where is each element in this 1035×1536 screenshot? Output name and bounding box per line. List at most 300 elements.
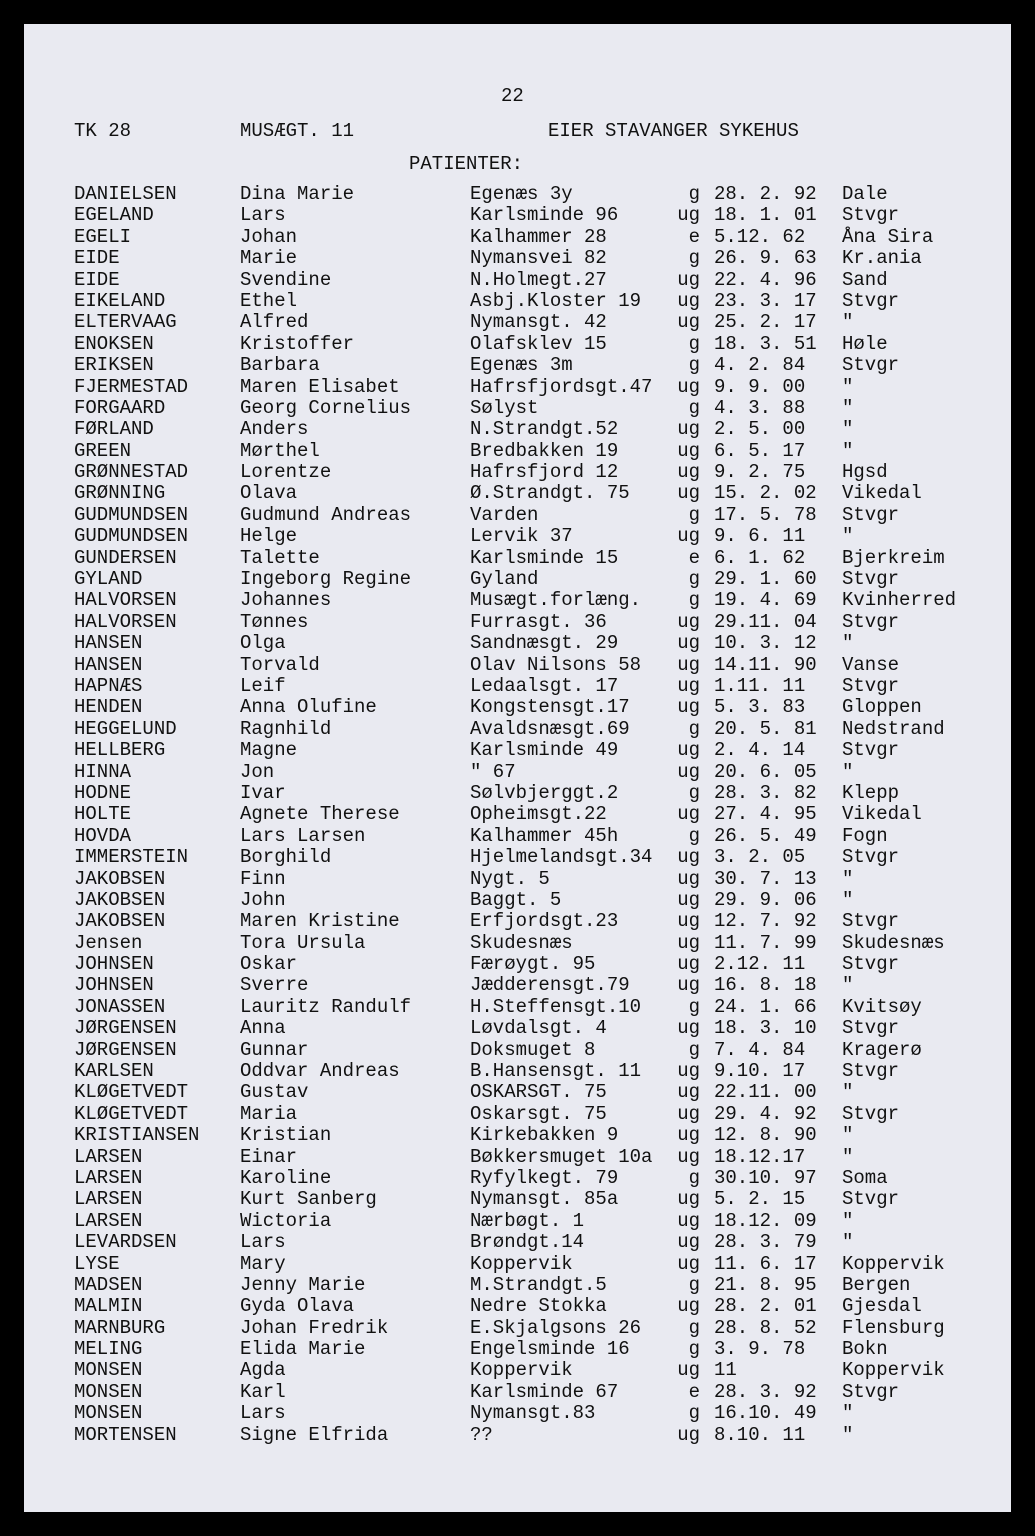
patient-marital-status: g <box>688 183 700 205</box>
patient-given-name: Oskar <box>240 953 298 976</box>
patient-birth-date: 14.11. 90 <box>714 653 817 676</box>
patient-birthplace: Fogn <box>842 824 888 847</box>
table-row <box>24 1403 1011 1424</box>
table-row <box>24 419 1011 440</box>
patient-birthplace: " <box>842 1081 854 1104</box>
patient-birthplace: " <box>842 888 854 911</box>
patient-given-name: Anna Olufine <box>240 696 377 719</box>
table-row <box>24 248 1011 269</box>
patient-birth-date: 9. 9. 00 <box>714 375 806 398</box>
patient-marital-status: g <box>688 332 700 355</box>
patient-surname: HEGGELUND <box>74 717 177 740</box>
patient-given-name: Maren Kristine <box>240 910 400 933</box>
patient-address: Egenæs 3y <box>470 183 573 205</box>
patient-birth-date: 3. 2. 05 <box>714 846 806 869</box>
patient-birth-date: 24. 1. 66 <box>714 995 817 1018</box>
patient-marital-status: ug <box>677 1102 700 1125</box>
patient-address: Koppervik <box>470 1359 573 1382</box>
patient-given-name: Ivar <box>240 781 286 804</box>
patient-surname: GYLAND <box>74 568 143 591</box>
patient-surname: MORTENSEN <box>74 1423 177 1446</box>
patient-birth-date: 15. 2. 02 <box>714 482 817 505</box>
patient-surname: JOHNSEN <box>74 974 154 997</box>
patient-given-name: Helge <box>240 525 298 548</box>
patient-surname: HALVORSEN <box>74 610 177 633</box>
patient-address: Opheimsgt.22 <box>470 803 607 826</box>
patient-surname: DANIELSEN <box>74 183 177 205</box>
patient-marital-status: ug <box>677 1188 700 1211</box>
patient-address: Furrasgt. 36 <box>470 610 607 633</box>
table-row <box>24 1318 1011 1339</box>
patient-marital-status: ug <box>677 439 700 462</box>
patient-marital-status: ug <box>677 1359 700 1382</box>
patient-address: Hafrsfjord 12 <box>470 461 619 484</box>
patient-marital-status: g <box>688 1316 700 1339</box>
patient-birthplace: Sand <box>842 268 888 291</box>
patient-marital-status: ug <box>677 953 700 976</box>
patient-surname: GUDMUNDSEN <box>74 525 189 548</box>
patient-address: Kirkebakken 9 <box>470 1124 619 1147</box>
patient-address: Baggt. 5 <box>470 888 562 911</box>
table-row <box>24 441 1011 462</box>
patient-address: Kalhammer 45h <box>470 824 619 847</box>
patient-surname: EIDE <box>74 268 120 291</box>
table-row <box>24 869 1011 890</box>
patient-birthplace: Kr.ania <box>842 247 922 270</box>
patient-birthplace: Koppervik <box>842 1359 945 1382</box>
patient-marital-status: g <box>688 1338 700 1361</box>
patient-birth-date: 6. 5. 17 <box>714 439 806 462</box>
patient-birthplace: Bjerkreim <box>842 546 945 569</box>
section-title: PATIENTER: <box>409 153 524 175</box>
patient-address: Avaldsnæsgt.69 <box>470 717 630 740</box>
patient-surname: EGELAND <box>74 204 154 227</box>
patient-birthplace: Flensburg <box>842 1316 945 1339</box>
patient-birthplace: Vikedal <box>842 803 922 826</box>
patient-marital-status: g <box>688 396 700 419</box>
patient-marital-status: g <box>688 1273 700 1296</box>
patient-surname: KARLSEN <box>74 1060 154 1083</box>
table-row <box>24 312 1011 333</box>
patient-birthplace: Åna Sira <box>842 225 934 248</box>
table-row <box>24 227 1011 248</box>
patient-birth-date: 20. 5. 81 <box>714 717 817 740</box>
patient-marital-status: ug <box>677 1124 700 1147</box>
patient-address: Oskarsgt. 75 <box>470 1102 607 1125</box>
patient-birth-date: 22. 4. 96 <box>714 268 817 291</box>
patient-birthplace: Dale <box>842 183 888 205</box>
patient-birth-date: 28. 8. 52 <box>714 1316 817 1339</box>
patient-surname: EIDE <box>74 247 120 270</box>
patient-birthplace: Stvgr <box>842 610 900 633</box>
patient-surname: JAKOBSEN <box>74 888 166 911</box>
patient-birthplace: Stvgr <box>842 1060 900 1083</box>
patient-address: Nymansgt. 85a <box>470 1188 619 1211</box>
patient-address: Ø.Strandgt. 75 <box>470 482 630 505</box>
patient-marital-status: ug <box>677 974 700 997</box>
patient-marital-status: ug <box>677 846 700 869</box>
patient-marital-status: e <box>688 546 700 569</box>
patient-marital-status: g <box>688 247 700 270</box>
patient-birth-date: 19. 4. 69 <box>714 589 817 612</box>
patient-surname: LEVARDSEN <box>74 1231 177 1254</box>
patient-given-name: Maren Elisabet <box>240 375 400 398</box>
page-number: 22 <box>501 85 524 107</box>
patient-marital-status: g <box>688 824 700 847</box>
patient-surname: KLØGETVEDT <box>74 1081 189 1104</box>
patient-marital-status: g <box>688 717 700 740</box>
patient-given-name: Signe Elfrida <box>240 1423 389 1446</box>
patient-marital-status: ug <box>677 1209 700 1232</box>
patient-surname: JONASSEN <box>74 995 166 1018</box>
table-row <box>24 1425 1011 1446</box>
patient-birthplace: Stvgr <box>842 354 900 377</box>
patient-given-name: Mørthel <box>240 439 320 462</box>
patient-birth-date: 4. 3. 88 <box>714 396 806 419</box>
patient-birthplace: " <box>842 375 854 398</box>
patient-marital-status: ug <box>677 375 700 398</box>
patient-given-name: Ingeborg Regine <box>240 568 412 591</box>
patient-given-name: Karl <box>240 1380 286 1403</box>
table-row <box>24 1018 1011 1039</box>
patient-given-name: Gyda Olava <box>240 1295 355 1318</box>
patient-birthplace: Kvinherred <box>842 589 957 612</box>
patient-surname: LARSEN <box>74 1145 143 1168</box>
table-row <box>24 1147 1011 1168</box>
patient-birthplace: Gloppen <box>842 696 922 719</box>
patient-surname: HINNA <box>74 760 132 783</box>
patient-birth-date: 2. 4. 14 <box>714 739 806 762</box>
patient-birth-date: 2. 5. 00 <box>714 418 806 441</box>
patient-address: Jædderensgt.79 <box>470 974 630 997</box>
patient-birth-date: 9. 2. 75 <box>714 461 806 484</box>
patient-address: Nærbøgt. 1 <box>470 1209 585 1232</box>
patient-address: Kalhammer 28 <box>470 225 607 248</box>
patient-birthplace: " <box>842 760 854 783</box>
patient-marital-status: ug <box>677 1295 700 1318</box>
patient-given-name: Borghild <box>240 846 332 869</box>
patient-address: Bredbakken 19 <box>470 439 619 462</box>
patient-given-name: Einar <box>240 1145 298 1168</box>
patient-address: OSKARSGT. 75 <box>470 1081 607 1104</box>
patient-marital-status: ug <box>677 1060 700 1083</box>
patient-marital-status: ug <box>677 610 700 633</box>
patient-marital-status: e <box>688 225 700 248</box>
patient-birth-date: 12. 7. 92 <box>714 910 817 933</box>
patient-given-name: Elida Marie <box>240 1338 366 1361</box>
patient-address: M.Strandgt.5 <box>470 1273 607 1296</box>
patient-given-name: Agda <box>240 1359 286 1382</box>
patient-surname: GRØNNESTAD <box>74 461 189 484</box>
patient-surname: JØRGENSEN <box>74 1017 177 1040</box>
patient-surname: KLØGETVEDT <box>74 1102 189 1125</box>
patient-birth-date: 11 <box>714 1359 737 1382</box>
patient-surname: EIKELAND <box>74 289 166 312</box>
patient-birth-date: 27. 4. 95 <box>714 803 817 826</box>
patient-given-name: Kurt Sanberg <box>240 1188 377 1211</box>
patient-birthplace: Stvgr <box>842 1017 900 1040</box>
patient-address: Karlsminde 96 <box>470 204 619 227</box>
patient-address: Musægt.forlæng. <box>470 589 642 612</box>
patient-marital-status: ug <box>677 888 700 911</box>
patient-birthplace: Gjesdal <box>842 1295 922 1318</box>
patient-marital-status: ug <box>677 653 700 676</box>
patient-surname: HALVORSEN <box>74 589 177 612</box>
patient-given-name: Svendine <box>240 268 332 291</box>
patient-birth-date: 23. 3. 17 <box>714 289 817 312</box>
patient-given-name: Barbara <box>240 354 320 377</box>
patient-surname: GREEN <box>74 439 132 462</box>
patient-birthplace: Bergen <box>842 1273 911 1296</box>
patient-birth-date: 5. 3. 83 <box>714 696 806 719</box>
table-row <box>24 655 1011 676</box>
patient-given-name: Johan <box>240 225 298 248</box>
patient-given-name: Agnete Therese <box>240 803 400 826</box>
patient-given-name: Dina Marie <box>240 183 355 205</box>
patient-surname: GRØNNING <box>74 482 166 505</box>
patient-birthplace: Stvgr <box>842 674 900 697</box>
patient-birthplace: " <box>842 1209 854 1232</box>
patient-surname: ERIKSEN <box>74 354 154 377</box>
patient-address: Løvdalsgt. 4 <box>470 1017 607 1040</box>
patient-birthplace: " <box>842 525 854 548</box>
patient-given-name: Gustav <box>240 1081 309 1104</box>
patient-surname: MARNBURG <box>74 1316 166 1339</box>
patient-given-name: Tora Ursula <box>240 931 366 954</box>
patient-given-name: Olava <box>240 482 298 505</box>
patient-birth-date: 1.11. 11 <box>714 674 806 697</box>
patient-given-name: Georg Cornelius <box>240 396 412 419</box>
table-row <box>24 612 1011 633</box>
patient-address: Nymansvei 82 <box>470 247 607 270</box>
patient-birth-date: 16.10. 49 <box>714 1402 817 1425</box>
patient-marital-status: g <box>688 503 700 526</box>
patient-marital-status: ug <box>677 1423 700 1446</box>
patient-marital-status: g <box>688 354 700 377</box>
patient-address: Asbj.Kloster 19 <box>470 289 642 312</box>
patient-given-name: Magne <box>240 739 298 762</box>
patient-birthplace: " <box>842 1124 854 1147</box>
header-left: TK 28 <box>74 120 132 142</box>
patient-marital-status: ug <box>677 696 700 719</box>
table-row <box>24 762 1011 783</box>
patient-birthplace: Høle <box>842 332 888 355</box>
patient-birth-date: 29.11. 04 <box>714 610 817 633</box>
table-row <box>24 1339 1011 1360</box>
patient-address: Karlsminde 15 <box>470 546 619 569</box>
patient-address: Varden <box>470 503 539 526</box>
patient-birthplace: Stvgr <box>842 739 900 762</box>
table-row <box>24 334 1011 355</box>
patient-surname: IMMERSTEIN <box>74 846 189 869</box>
patient-surname: FORGAARD <box>74 396 166 419</box>
patient-birth-date: 26. 9. 63 <box>714 247 817 270</box>
patient-marital-status: ug <box>677 311 700 334</box>
patient-surname: MONSEN <box>74 1380 143 1403</box>
patient-birth-date: 28. 2. 92 <box>714 183 817 205</box>
table-row <box>24 1254 1011 1275</box>
table-row <box>24 890 1011 911</box>
patient-birthplace: Koppervik <box>842 1252 945 1275</box>
patient-birthplace: Stvgr <box>842 503 900 526</box>
patient-given-name: Talette <box>240 546 320 569</box>
patient-address: N.Strandgt.52 <box>470 418 619 441</box>
patient-birthplace: Klepp <box>842 781 900 804</box>
patient-birth-date: 30. 7. 13 <box>714 867 817 890</box>
patient-given-name: Sverre <box>240 974 309 997</box>
header-middle: MUSÆGT. 11 <box>240 120 355 142</box>
patient-birth-date: 21. 8. 95 <box>714 1273 817 1296</box>
patient-given-name: Gudmund Andreas <box>240 503 412 526</box>
document-page <box>24 24 1011 1512</box>
table-row <box>24 1104 1011 1125</box>
patient-birth-date: 25. 2. 17 <box>714 311 817 334</box>
table-row <box>24 1296 1011 1317</box>
patient-birth-date: 7. 4. 84 <box>714 1038 806 1061</box>
patient-address: Sølvbjerggt.2 <box>470 781 619 804</box>
patient-surname: HANSEN <box>74 653 143 676</box>
patient-birthplace: " <box>842 867 854 890</box>
patient-birth-date: 28. 3. 92 <box>714 1380 817 1403</box>
table-row <box>24 590 1011 611</box>
patient-marital-status: g <box>688 1038 700 1061</box>
patient-birthplace: Stvgr <box>842 568 900 591</box>
table-row <box>24 975 1011 996</box>
patient-given-name: Oddvar Andreas <box>240 1060 400 1083</box>
patient-given-name: Ragnhild <box>240 717 332 740</box>
patient-address: Nymansgt.83 <box>470 1402 596 1425</box>
patient-given-name: Tønnes <box>240 610 309 633</box>
patient-given-name: Lars Larsen <box>240 824 366 847</box>
patient-surname: GUNDERSEN <box>74 546 177 569</box>
patient-surname: HAPNÆS <box>74 674 143 697</box>
patient-birth-date: 11. 6. 17 <box>714 1252 817 1275</box>
patient-surname: JØRGENSEN <box>74 1038 177 1061</box>
patient-address: H.Steffensgt.10 <box>470 995 642 1018</box>
patient-birth-date: 6. 1. 62 <box>714 546 806 569</box>
patient-birthplace: " <box>842 974 854 997</box>
patient-birthplace: Stvgr <box>842 846 900 869</box>
patient-surname: MALMIN <box>74 1295 143 1318</box>
patient-surname: ENOKSEN <box>74 332 154 355</box>
patient-birth-date: 29. 9. 06 <box>714 888 817 911</box>
patient-given-name: Torvald <box>240 653 320 676</box>
patient-birthplace: " <box>842 1423 854 1446</box>
patient-given-name: Alfred <box>240 311 309 334</box>
patient-birthplace: Bokn <box>842 1338 888 1361</box>
table-row <box>24 740 1011 761</box>
patient-birthplace: Stvgr <box>842 1188 900 1211</box>
patient-surname: FØRLAND <box>74 418 154 441</box>
patient-address: Doksmuget 8 <box>470 1038 596 1061</box>
patient-birth-date: 9.10. 17 <box>714 1060 806 1083</box>
table-row <box>24 1040 1011 1061</box>
patient-birth-date: 28. 2. 01 <box>714 1295 817 1318</box>
patient-birth-date: 9. 6. 11 <box>714 525 806 548</box>
table-row <box>24 1382 1011 1403</box>
patient-marital-status: ug <box>677 461 700 484</box>
patient-address: Nedre Stokka <box>470 1295 607 1318</box>
patient-birth-date: 28. 3. 82 <box>714 781 817 804</box>
patient-birth-date: 18. 3. 51 <box>714 332 817 355</box>
table-row <box>24 1232 1011 1253</box>
patient-birth-date: 18. 3. 10 <box>714 1017 817 1040</box>
patient-birthplace: " <box>842 1145 854 1168</box>
patient-birthplace: " <box>842 632 854 655</box>
table-row <box>24 270 1011 291</box>
patient-address: Olafsklev 15 <box>470 332 607 355</box>
patient-birthplace: Vikedal <box>842 482 922 505</box>
patient-marital-status: ug <box>677 418 700 441</box>
patient-address: N.Holmegt.27 <box>470 268 607 291</box>
patient-surname: HOLTE <box>74 803 132 826</box>
patient-given-name: Ethel <box>240 289 298 312</box>
patient-birth-date: 17. 5. 78 <box>714 503 817 526</box>
patient-birthplace: Stvgr <box>842 953 900 976</box>
patient-list <box>24 184 1011 1446</box>
patient-address: " 67 <box>470 760 516 783</box>
patient-address: Koppervik <box>470 1252 573 1275</box>
patient-surname: LYSE <box>74 1252 120 1275</box>
patient-given-name: Maria <box>240 1102 298 1125</box>
patient-marital-status: ug <box>677 1081 700 1104</box>
patient-surname: HENDEN <box>74 696 143 719</box>
patient-birth-date: 2.12. 11 <box>714 953 806 976</box>
patient-given-name: Anders <box>240 418 309 441</box>
patient-birth-date: 8.10. 11 <box>714 1423 806 1446</box>
patient-birthplace: Kragerø <box>842 1038 922 1061</box>
patient-surname: EGELI <box>74 225 132 248</box>
patient-address: Karlsminde 67 <box>470 1380 619 1403</box>
patient-given-name: John <box>240 888 286 911</box>
patient-given-name: Kristian <box>240 1124 332 1147</box>
patient-marital-status: ug <box>677 867 700 890</box>
patient-surname: LARSEN <box>74 1188 143 1211</box>
table-row <box>24 1275 1011 1296</box>
table-row <box>24 911 1011 932</box>
table-row <box>24 697 1011 718</box>
patient-birthplace: " <box>842 1231 854 1254</box>
patient-address: Hafrsfjordsgt.47 <box>470 375 653 398</box>
patient-birth-date: 18.12.17 <box>714 1145 806 1168</box>
patient-marital-status: g <box>688 781 700 804</box>
patient-marital-status: ug <box>677 1231 700 1254</box>
patient-birthplace: Stvgr <box>842 1380 900 1403</box>
patient-marital-status: g <box>688 995 700 1018</box>
patient-address: Skudesnæs <box>470 931 573 954</box>
patient-birth-date: 4. 2. 84 <box>714 354 806 377</box>
table-row <box>24 398 1011 419</box>
patient-address: Lervik 37 <box>470 525 573 548</box>
patient-marital-status: ug <box>677 1145 700 1168</box>
patient-given-name: Lauritz Randulf <box>240 995 412 1018</box>
patient-address: Kongstensgt.17 <box>470 696 630 719</box>
table-row <box>24 1168 1011 1189</box>
patient-given-name: Lorentze <box>240 461 332 484</box>
table-row <box>24 1189 1011 1210</box>
table-row <box>24 783 1011 804</box>
table-row <box>24 1082 1011 1103</box>
table-row <box>24 933 1011 954</box>
patient-birthplace: Hgsd <box>842 461 888 484</box>
header-right: EIER STAVANGER SYKEHUS <box>548 120 799 142</box>
patient-birth-date: 28. 3. 79 <box>714 1231 817 1254</box>
patient-surname: HANSEN <box>74 632 143 655</box>
patient-address: Sandnæsgt. 29 <box>470 632 619 655</box>
patient-surname: Jensen <box>74 931 143 954</box>
patient-address: E.Skjalgsons 26 <box>470 1316 642 1339</box>
table-row <box>24 184 1011 205</box>
